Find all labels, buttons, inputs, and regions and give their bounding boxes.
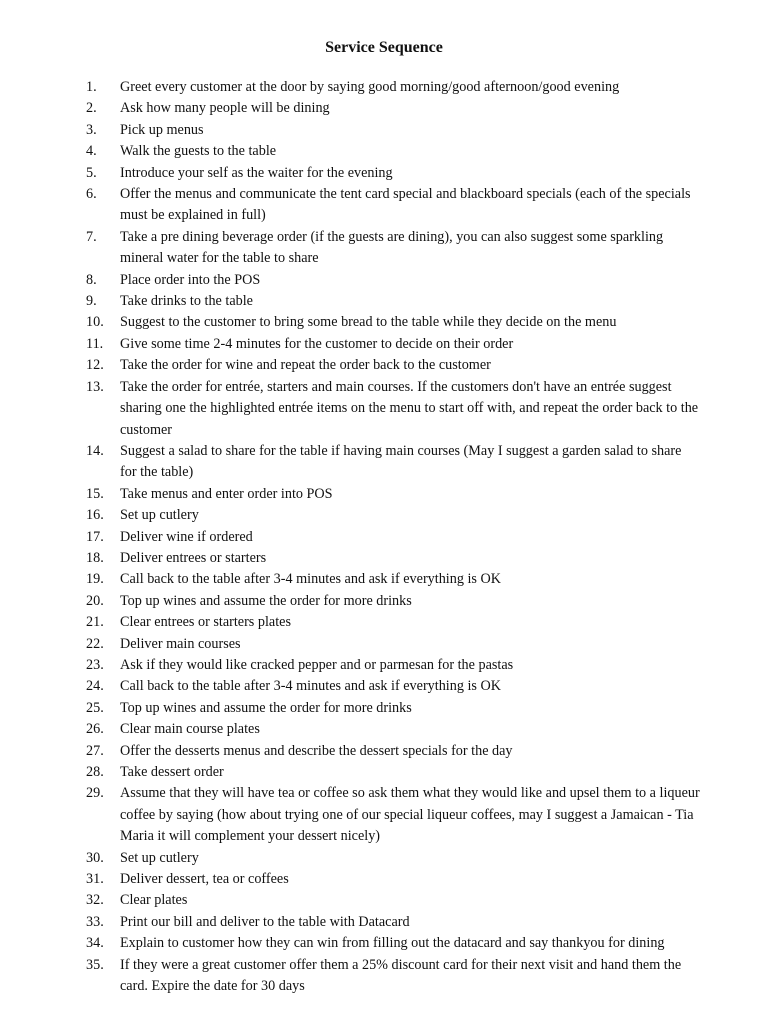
step-item: [0, 163, 700, 184]
step-item: [0, 548, 700, 569]
step-text: Deliver dessert, tea or coffees: [120, 871, 289, 888]
step-number: 31.: [86, 871, 104, 888]
step-number: 27.: [86, 742, 104, 759]
step-text: Deliver wine if ordered: [120, 528, 253, 545]
step-item: [0, 655, 700, 676]
step-item: [0, 719, 700, 740]
step-text: Deliver entrees or starters: [120, 549, 267, 566]
step-item: [0, 484, 700, 505]
step-number: 2.: [86, 100, 97, 117]
step-number: 26.: [86, 721, 104, 738]
step-number: 11.: [86, 335, 104, 352]
step-item: [0, 377, 700, 441]
step-text: If they were a great customer offer them a 25% discount card for their next visit and hand them the card. Expire the date for 30 days: [120, 956, 682, 995]
step-item: [0, 291, 700, 312]
step-item: [0, 355, 700, 376]
step-text: Take the order for entrée, starters and main courses. If the customers don't have an entrée suggest sharing one the highlighted entrée items on the menu to start off with, and repeat the order back to the customer: [120, 378, 699, 438]
step-text: Suggest to the customer to bring some bread to the table while they decide on the menu: [120, 314, 617, 331]
step-item: [0, 890, 700, 911]
step-text: Give some time 2-4 minutes for the customer to decide on their order: [120, 335, 514, 352]
step-item: [0, 869, 700, 890]
step-item: [0, 762, 700, 783]
step-number: 3.: [86, 121, 97, 138]
step-number: 16.: [86, 507, 104, 524]
step-text: Call back to the table after 3-4 minutes and ask if everything is OK: [120, 571, 501, 588]
step-number: 19.: [86, 571, 104, 588]
step-text: Clear plates: [120, 892, 188, 909]
step-number: 30.: [86, 849, 104, 866]
step-number: 6.: [86, 186, 97, 203]
step-number: 35.: [86, 956, 104, 973]
step-text: Introduce your self as the waiter for the evening: [120, 164, 393, 181]
step-text: Explain to customer how they can win from filling out the datacard and say thankyou for dining: [120, 935, 665, 952]
step-number: 22.: [86, 635, 104, 652]
step-item: [0, 783, 700, 847]
step-item: [0, 120, 700, 141]
step-item: [0, 141, 700, 162]
step-text: Pick up menus: [120, 121, 204, 138]
step-item: [0, 912, 700, 933]
step-number: 5.: [86, 164, 97, 181]
step-text: Print our bill and deliver to the table with Datacard: [120, 913, 410, 930]
step-item: [0, 527, 700, 548]
step-item: [0, 955, 700, 998]
step-number: 29.: [86, 785, 104, 802]
step-number: 17.: [86, 528, 104, 545]
step-item: [0, 676, 700, 697]
step-item: [0, 848, 700, 869]
step-text: Clear main course plates: [120, 721, 260, 738]
step-item: [0, 184, 700, 227]
step-item: [0, 270, 700, 291]
step-number: 23.: [86, 656, 104, 673]
step-number: 15.: [86, 485, 104, 502]
step-text: Set up cutlery: [120, 507, 199, 524]
step-text: Suggest a salad to share for the table if having main courses (May I suggest a garden salad to share for the table): [120, 442, 682, 481]
step-item: [0, 334, 700, 355]
step-text: Take a pre dining beverage order (if the guests are dining), you can also suggest some sparkling mineral water for the table to share: [120, 228, 664, 267]
step-text: Take dessert order: [120, 764, 224, 780]
step-number: 34.: [86, 935, 104, 952]
step-number: 32.: [86, 892, 104, 909]
step-text: Place order into the POS: [120, 271, 261, 288]
step-text: Call back to the table after 3-4 minutes and ask if everything is OK: [120, 678, 501, 695]
step-item: [0, 933, 700, 954]
step-text: Ask if they would like cracked pepper and or parmesan for the pastas: [120, 656, 514, 673]
step-text: Offer the desserts menus and describe the dessert specials for the day: [120, 742, 513, 759]
step-text: Assume that they will have tea or coffee so ask them what they would like and upsel them to a liqueur coffee by saying (how about trying one of our special liqueur coffees, may I suggest a Jamaican - Tia Maria it will complement your dessert nicely): [120, 785, 700, 845]
step-item: [0, 98, 700, 119]
step-item: [0, 441, 700, 484]
step-number: 9.: [86, 293, 97, 310]
step-text: Greet every customer at the door by saying good morning/good afternoon/good evening: [120, 79, 620, 95]
step-text: Take drinks to the table: [120, 293, 253, 310]
step-item: [0, 505, 700, 526]
step-number: 25.: [86, 699, 104, 716]
step-item: [0, 77, 700, 98]
step-number: 20.: [86, 592, 104, 609]
step-number: 4.: [86, 143, 97, 160]
document-title: Service Sequence: [325, 39, 443, 56]
step-number: 7.: [86, 228, 97, 245]
step-text: Ask how many people will be dining: [120, 100, 330, 117]
step-number: 13.: [86, 378, 104, 395]
step-item: [0, 312, 700, 333]
step-text: Set up cutlery: [120, 849, 199, 866]
step-number: 33.: [86, 913, 104, 930]
step-item: [0, 591, 700, 612]
step-number: 28.: [86, 764, 104, 780]
step-item: [0, 634, 700, 655]
step-text: Offer the menus and communicate the tent card special and blackboard specials (each of the specials must be explained in full): [120, 186, 691, 224]
step-text: Top up wines and assume the order for more drinks: [120, 592, 412, 609]
step-number: 10.: [86, 314, 104, 331]
step-item: [0, 612, 700, 633]
step-text: Walk the guests to the table: [120, 143, 277, 160]
step-number: 1.: [86, 79, 97, 95]
step-number: 8.: [86, 271, 97, 288]
step-item: [0, 741, 700, 762]
step-text: Deliver main courses: [120, 635, 241, 652]
service-steps-list: [0, 77, 768, 997]
step-number: 12.: [86, 357, 104, 374]
step-number: 14.: [86, 442, 104, 459]
step-item: [0, 227, 700, 270]
step-number: 18.: [86, 549, 104, 566]
step-number: 24.: [86, 678, 104, 695]
step-item: [0, 569, 700, 590]
step-text: Take menus and enter order into POS: [120, 485, 333, 502]
step-text: Take the order for wine and repeat the order back to the customer: [120, 357, 491, 374]
step-text: Top up wines and assume the order for more drinks: [120, 699, 412, 716]
step-text: Clear entrees or starters plates: [120, 614, 291, 631]
step-number: 21.: [86, 614, 104, 631]
step-item: [0, 698, 700, 719]
